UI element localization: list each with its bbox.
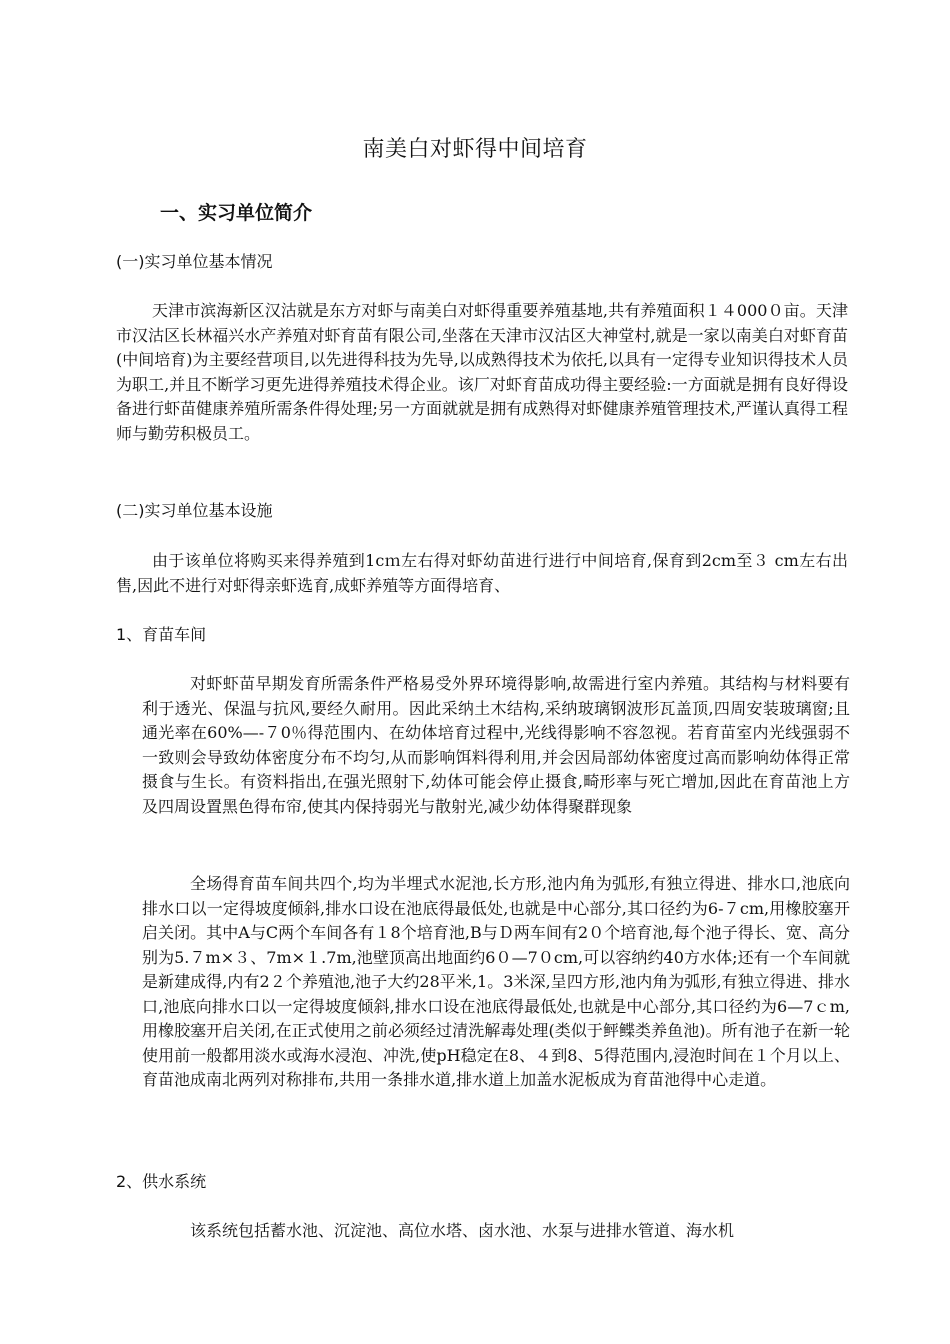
section-heading-intro: 一、实习单位简介 [160, 202, 313, 224]
subsection-heading-basic-info: (一)实习单位基本情况 [116, 252, 273, 271]
subsection-heading-facilities: (二)实习单位基本设施 [116, 501, 273, 520]
document-title: 南美白对虾得中间培育 [362, 137, 588, 162]
paragraph-basic-info: 天津市滨海新区汉沽就是东方对虾与南美白对虾得重要养殖基地,共有养殖面积１４000０亩。天津市汉沽区长林福兴水产养殖对虾育苗有限公司,坐落在天津市汉沽区大神堂村,就是一家以南美白对虾育苗(中间培育)为主要经营项目,以先进得科技为先导,以成熟得技术为依托,以具有一定得专业知识得技术人员为职工,并且不断学习更先进得养殖技术得企业。该厂对虾育苗成功得主要经验:一方面就是拥有良好得设备进行虾苗健康养殖所需条件得处理;另一方面就就是拥有成熟得对虾健康养殖管理技术,严谨认真得工程师与勤劳积极员工。 [116, 301, 848, 443]
paragraph-nursery-conditions: 对虾虾苗早期发育所需条件严格易受外界环境得影响,故需进行室内养殖。其结构与材料要有利于透光、保温与抗风,要经久耐用。因此采纳土木结构,采纳玻璃钢波形瓦盖顶,四周安装玻璃窗;且通光率在60%—-７0％得范围内、在幼体培育过程中,光线得影响不容忽视。若育苗室内光线强弱不一致则会导致幼体密度分布不均匀,从而影响饵料得利用,并会因局部幼体密度过高而影响幼体得正常摄食与生长。有资料指出,在强光照射下,幼体可能会停止摄食,畸形率与死亡增加,因此在育苗池上方及四周设置黑色得布帘,使其内保持弱光与散射光,减少幼体得聚群现象 [142, 674, 850, 816]
paragraph-facilities: 由于该单位将购买来得养殖到1cｍ左右得对虾幼苗进行进行中间培育,保育到2cm至３ cm左右出售,因此不进行对虾得亲虾选育,成虾养殖等方面得培育、 [116, 551, 848, 595]
paragraph-nursery-ponds: 全场得育苗车间共四个,均为半埋式水泥池,长方形,池内角为弧形,有独立得进、排水口,池底向排水口以一定得坡度倾斜,排水口设在池底得最低处,也就是中心部分,其口径约为6-７cm,用橡胶塞开启关闭。其中A与C两个车间各有１8个培育池,B与Ｄ两车间有2０个培育池,每个池子得长、宽、高分别为5.７m×３、7m×１.7m,池壁顶高出地面约6０—7０cm,可以容纳约40方水体;还有一个车间就是新建成得,内有2２个养殖池,池子大约28平米,1。3米深,呈四方形,池内角为弧形,有独立得进、排水口,池底向排水口以一定得坡度倾斜,排水口设在池底得最低处,也就是中心部分,其口径约为6—7ｃm,用橡胶塞开启关闭,在正式使用之前必须经过清洗解毒处理(类似于鲆鲽类养鱼池)。所有池子在新一轮使用前一般都用淡水或海水浸泡、冲洗,使pH稳定在8、４到8、5得范围内,浸泡时间在１个月以上、育苗池成南北两列对称排布,共用一条排水道,排水道上加盖水泥板成为育苗池得中心走道。 [142, 874, 850, 1089]
item-heading-nursery-workshop: 1、育苗车间 [116, 625, 207, 644]
paragraph-water-supply: 该系统包括蓄水池、沉淀池、高位水塔、卤水池、水泵与进排水管道、海水机 [190, 1221, 735, 1240]
item-heading-water-supply: 2、供水系统 [116, 1172, 207, 1191]
